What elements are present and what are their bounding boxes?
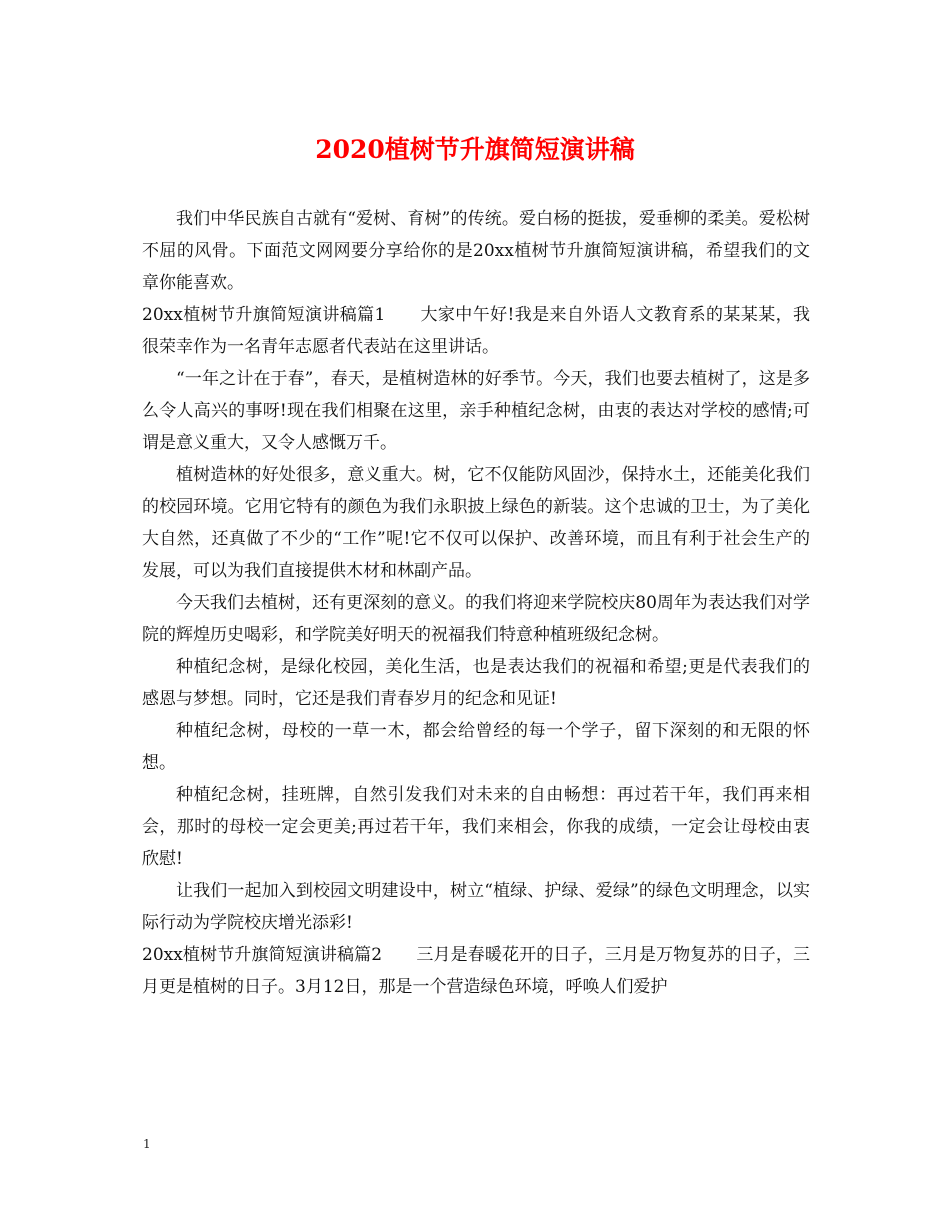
paragraph-spring: “一年之计在于春”，春天，是植树造林的好季节。今天，我们也要去植树了，这是多么令人高兴的事呀!现在我们相聚在这里，亲手种植纪念树，由衷的表达对学校的感情;可谓是意义重大，又令人感慨万千。 <box>142 369 810 453</box>
paragraph-memorial-tree-2: 种植纪念树，母校的一草一木，都会给曾经的每一个学子，留下深刻的和无限的怀想。 <box>142 721 810 773</box>
paragraph-speech-2-heading: 20xx植树节升旗简短演讲稿篇2 三月是春暖花开的日子，三月是万物复苏的日子，三月更是植树的日子。3月12日，那是一个营造绿色环境，呼唤人们爱护 <box>142 945 810 997</box>
document-title: 2020植树节升旗简短演讲稿 <box>315 135 635 164</box>
page-number: 1 <box>143 1137 151 1151</box>
paragraph-memorial-tree-1: 种植纪念树，是绿化校园，美化生活，也是表达我们的祝福和希望;更是代表我们的感恩与梦想。同时，它还是我们青春岁月的纪念和见证! <box>142 657 810 709</box>
paragraph-intro: 我们中华民族自古就有“爱树、育树”的传统。爱白杨的挺拔，爱垂柳的柔美。爱松树不屈的风骨。下面范文网网要分享给你的是20xx植树节升旗简短演讲稿，希望我们的文章你能喜欢。 <box>142 209 810 293</box>
paragraph-benefits: 植树造林的好处很多，意义重大。树，它不仅能防风固沙，保持水土，还能美化我们的校园环境。它用它特有的颜色为我们永职披上绿色的新装。这个忠诚的卫士，为了美化大自然，还真做了不少的“工作”呢!它不仅可以保护、改善环境，而且有利于社会生产的发展，可以为我们直接提供木材和林副产品。 <box>142 465 810 581</box>
paragraph-memorial-tree-3: 种植纪念树，挂班牌，自然引发我们对未来的自由畅想：再过若干年，我们再来相会，那时的母校一定会更美;再过若干年，我们来相会，你我的成绩，一定会让母校由衷欣慰! <box>142 785 810 869</box>
paragraph-call-to-action: 让我们一起加入到校园文明建设中，树立“植绿、护绿、爱绿”的绿色文明理念，以实际行动为学院校庆增光添彩! <box>142 881 810 933</box>
document-body <box>142 203 810 1003</box>
paragraph-significance: 今天我们去植树，还有更深刻的意义。的我们将迎来学院校庆80周年为表达我们对学院的辉煌历史喝彩，和学院美好明天的祝福我们特意种植班级纪念树。 <box>142 593 810 645</box>
paragraph-speech-1-heading: 20xx植树节升旗简短演讲稿篇1 大家中午好!我是来自外语人文教育系的某某某，我很荣幸作为一名青年志愿者代表站在这里讲话。 <box>142 305 810 357</box>
